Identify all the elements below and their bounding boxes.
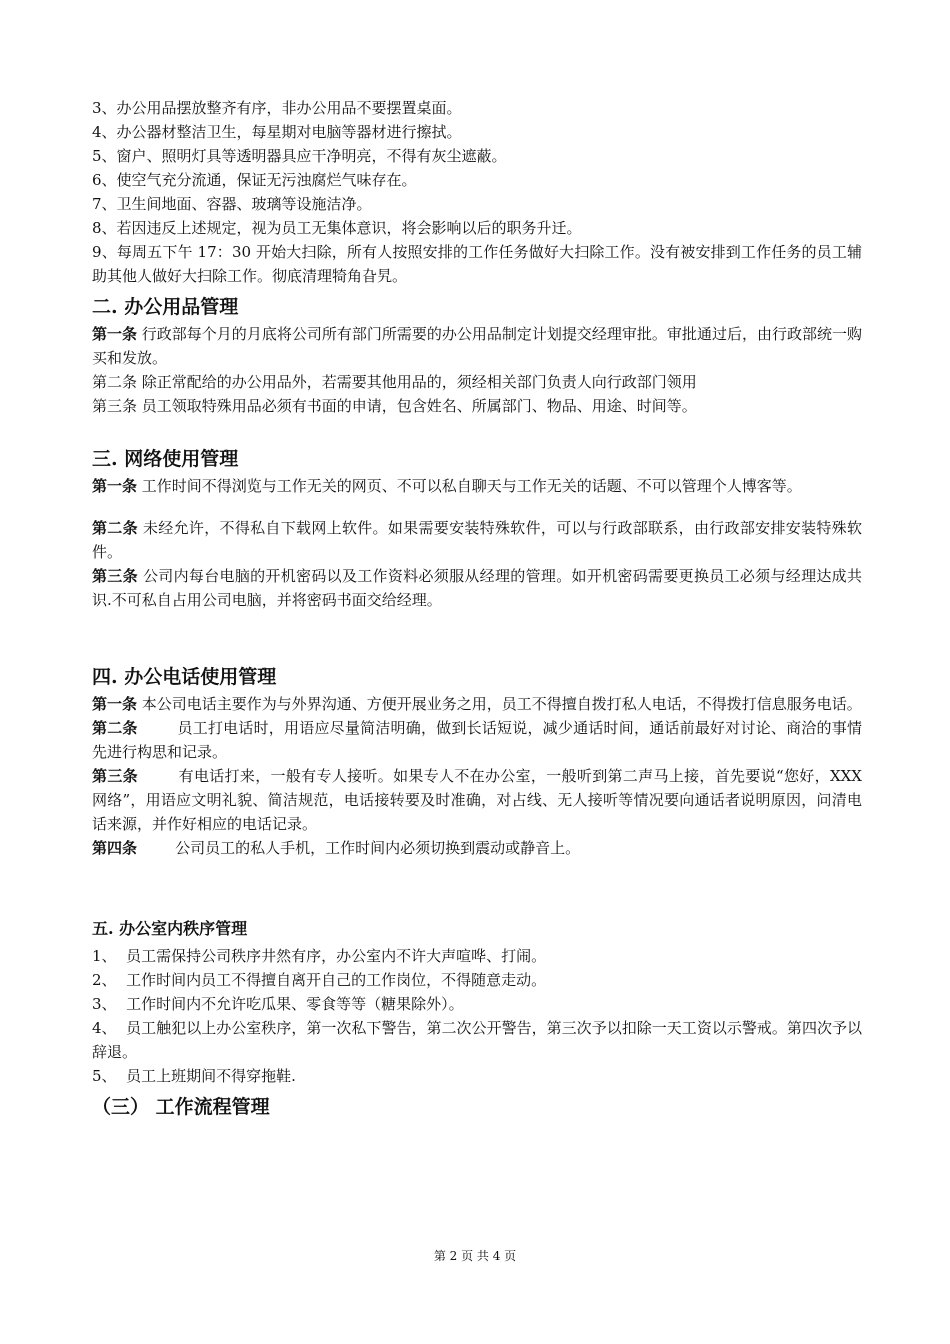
article-paragraph (92, 564, 862, 612)
section-heading-phone-usage: 四. 办公电话使用管理 (92, 666, 277, 688)
article-label: 第一条 (92, 325, 138, 343)
article-text: 未经允许，不得私自下载网上软件。如果需要安装特殊软件，可以与行政部联系，由行政部安排安装特殊软件。 (92, 519, 862, 561)
article-label: 第四条 (92, 839, 138, 857)
document-page (92, 96, 867, 1122)
section-heading-workflow: （三） 工作流程管理 (92, 1096, 270, 1118)
list-item: 4、办公器材整洁卫生，每星期对电脑等器材进行擦拭。 (92, 123, 462, 141)
list-item: 3、办公用品摆放整齐有序，非办公用品不要摆置桌面。 (92, 99, 462, 117)
list-item: 9、每周五下午 17：30 开始大扫除，所有人按照安排的工作任务做好大扫除工作。没有被安排到工作任务的员工辅助其他人做好大扫除工作。彻底清理犄角旮旯。 (92, 243, 862, 285)
page-number: 第 2 页 共 4 页 (433, 1249, 517, 1263)
list-item: 5、窗户、照明灯具等透明器具应干净明亮，不得有灰尘遮蔽。 (92, 147, 507, 165)
list-item: 2、 工作时间内员工不得擅自离开自己的工作岗位，不得随意走动。 (92, 971, 547, 989)
section-heading-network-usage: 三. 网络使用管理 (92, 448, 239, 470)
list-item: 8、若因违反上述规定，视为员工无集体意识，将会影响以后的职务升迁。 (92, 219, 582, 237)
article-paragraph (92, 692, 862, 716)
article-text: 有电话打来，一般有专人接听。如果专人不在办公室，一般听到第二声马上接，首先要说“您好，XXX 网络”，用语应文明礼貌、简洁规范，电话接转要及时准确，对占线、无人接听等情况要向通话者说明原因，问清电话来源，并作好相应的电话记录。 (92, 767, 867, 833)
list-item: 7、卫生间地面、容器、玻璃等设施洁净。 (92, 195, 372, 213)
article-paragraph (92, 836, 862, 860)
article-text: 员工打电话时，用语应尽量简洁明确，做到长话短说，减少通话时间，通话前最好对讨论、商洽的事情先进行构思和记录。 (92, 719, 862, 761)
article-paragraph: 第二条 除正常配给的办公用品外，若需要其他用品的，须经相关部门负责人向行政部门领用 (92, 373, 697, 391)
section-heading-office-supplies: 二. 办公用品管理 (92, 296, 239, 318)
article-label: 第二条 (92, 519, 138, 537)
article-label: 第三条 (92, 767, 138, 785)
article-label: 第一条 (92, 477, 138, 495)
article-paragraph (92, 716, 862, 764)
article-label: 第三条 (92, 567, 138, 585)
section-heading-office-order: 五. 办公室内秩序管理 (92, 919, 248, 938)
article-label: 第二条 (92, 719, 138, 737)
list-item: 1、 员工需保持公司秩序井然有序，办公室内不许大声喧哗、打闹。 (92, 947, 547, 965)
list-item: 6、使空气充分流通，保证无污浊腐烂气味存在。 (92, 171, 417, 189)
article-text: 工作时间不得浏览与工作无关的网页、不可以私自聊天与工作无关的话题、不可以管理个人博客等。 (137, 477, 802, 495)
article-label: 第一条 (92, 695, 138, 713)
list-item: 4、 员工触犯以上办公室秩序，第一次私下警告，第二次公开警告，第三次予以扣除一天工资以示警戒。第四次予以辞退。 (92, 1019, 862, 1061)
article-paragraph: 第三条 员工领取特殊用品必须有书面的申请，包含姓名、所属部门、物品、用途、时间等。 (92, 397, 697, 415)
article-paragraph (92, 474, 862, 498)
article-paragraph (92, 322, 862, 370)
article-paragraph (92, 764, 867, 836)
list-item: 5、 员工上班期间不得穿拖鞋. (92, 1067, 296, 1085)
article-paragraph (92, 516, 862, 564)
section-hygiene-list (92, 96, 862, 288)
article-text: 行政部每个月的月底将公司所有部门所需要的办公用品制定计划提交经理审批。审批通过后，由行政部统一购买和发放。 (92, 325, 862, 367)
article-text: 公司内每台电脑的开机密码以及工作资料必须服从经理的管理。如开机密码需要更换员工必须与经理达成共识.不可私自占用公司电脑，并将密码书面交给经理。 (92, 567, 862, 609)
list-item: 3、 工作时间内不允许吃瓜果、零食等等（糖果除外）。 (92, 995, 464, 1013)
article-text: 本公司电话主要作为与外界沟通、方便开展业务之用，员工不得擅自拨打私人电话，不得拨打信息服务电话。 (137, 695, 862, 713)
article-text: 公司员工的私人手机，工作时间内必须切换到震动或静音上。 (137, 839, 581, 857)
